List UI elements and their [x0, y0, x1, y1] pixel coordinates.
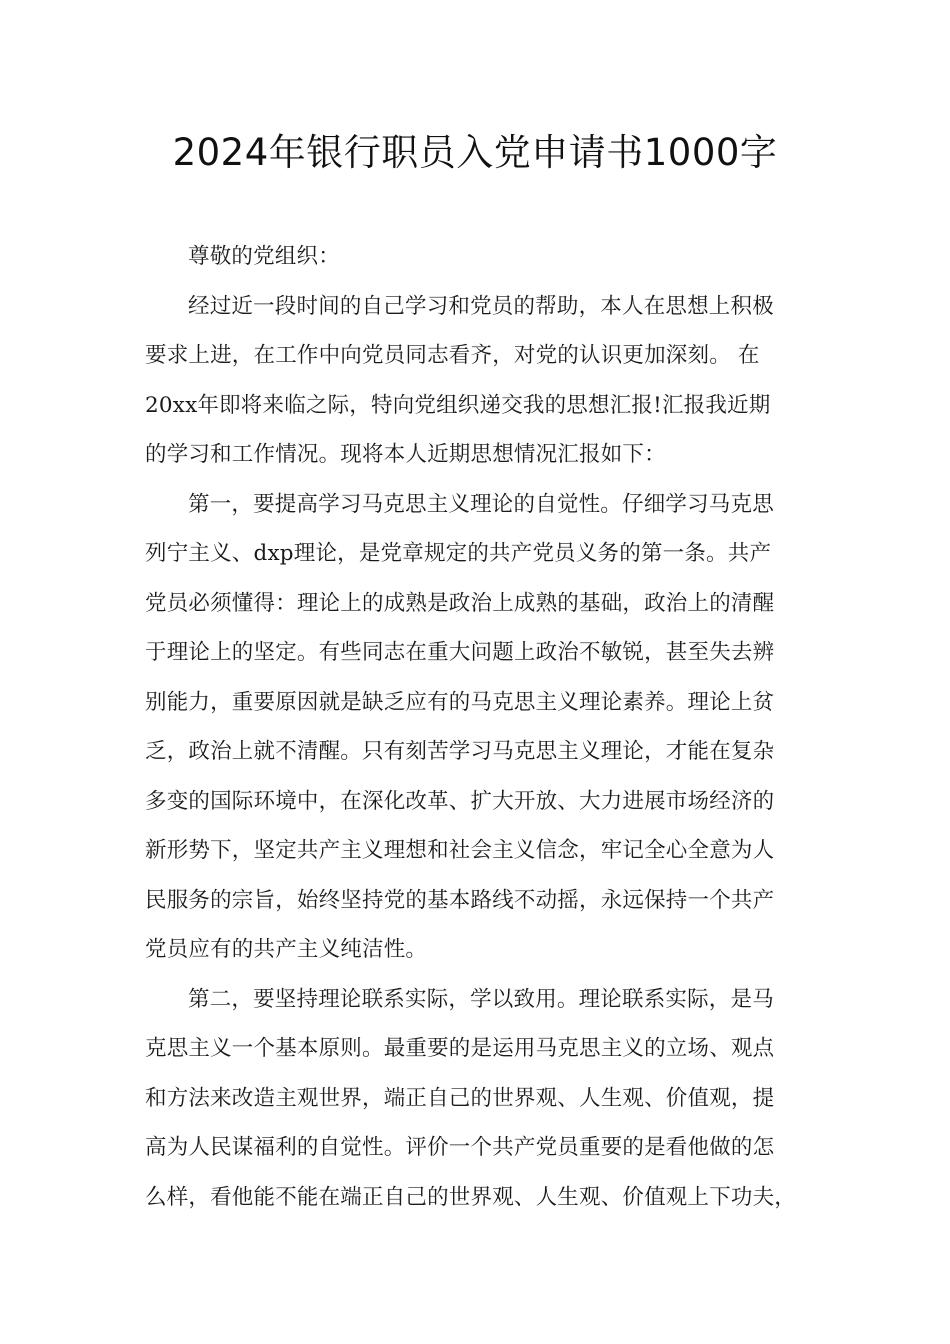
paragraph-line: 高为人民谋福利的自觉性。评价一个共产党员重要的是看他做的怎 [145, 1135, 775, 1160]
document-body [145, 232, 810, 1222]
paragraph-line: 第一，要提高学习马克思主义理论的自觉性。仔细学习马克思 [188, 491, 774, 517]
document-title: 2024年银行职员入党申请书1000字 [172, 131, 778, 174]
paragraph-line: 民服务的宗旨，始终坚持党的基本路线不动摇，永远保持一个共产 [145, 887, 775, 913]
salutation: 尊敬的党组织： [188, 244, 340, 269]
paragraph-line: 于理论上的坚定。有些同志在重大问题上政治不敏锐，甚至失去辨 [145, 640, 775, 665]
paragraph-line: 列宁主义、dxp理论，是党章规定的共产党员义务的第一条。共产 [145, 541, 772, 566]
paragraph-line: 新形势下，坚定共产主义理想和社会主义信念，牢记全心全意为人 [145, 838, 775, 863]
paragraph-line: 克思主义一个基本原则。最重要的是运用马克思主义的立场、观点 [145, 1036, 775, 1061]
paragraph-line: 多变的国际环境中，在深化改革、扩大开放、大力进展市场经济的 [145, 788, 775, 814]
paragraph-line: 么样，看他能不能在端正自己的世界观、人生观、价值观上下功夫， [145, 1184, 797, 1210]
paragraph-line: 经过近一段时间的自己学习和党员的帮助，本人在思想上积极 [188, 293, 774, 319]
paragraph-line: 要求上进，在工作中向党员同志看齐，对党的认识更加深刻。 在 [145, 343, 760, 368]
paragraph-line: 党员应有的共产主义纯洁性。 [145, 937, 428, 962]
paragraph-line: 20xx年即将来临之际，特向党组织递交我的思想汇报!汇报我近期 [145, 392, 771, 418]
paragraph-line: 第二，要坚持理论联系实际，学以致用。理论联系实际，是马 [188, 986, 774, 1012]
paragraph-line: 别能力，重要原因就是缺乏应有的马克思主义理论素养。理论上贫 [145, 689, 775, 715]
paragraph-line: 和方法来改造主观世界，端正自己的世界观、人生观、价值观，提 [145, 1085, 775, 1111]
paragraph-line: 党员必须懂得：理论上的成熟是政治上成熟的基础，政治上的清醒 [145, 590, 775, 616]
paragraph-line: 的学习和工作情况。现将本人近期思想情况汇报如下： [145, 442, 666, 467]
paragraph-line: 乏，政治上就不清醒。只有刻苦学习马克思主义理论，才能在复杂 [145, 739, 775, 764]
